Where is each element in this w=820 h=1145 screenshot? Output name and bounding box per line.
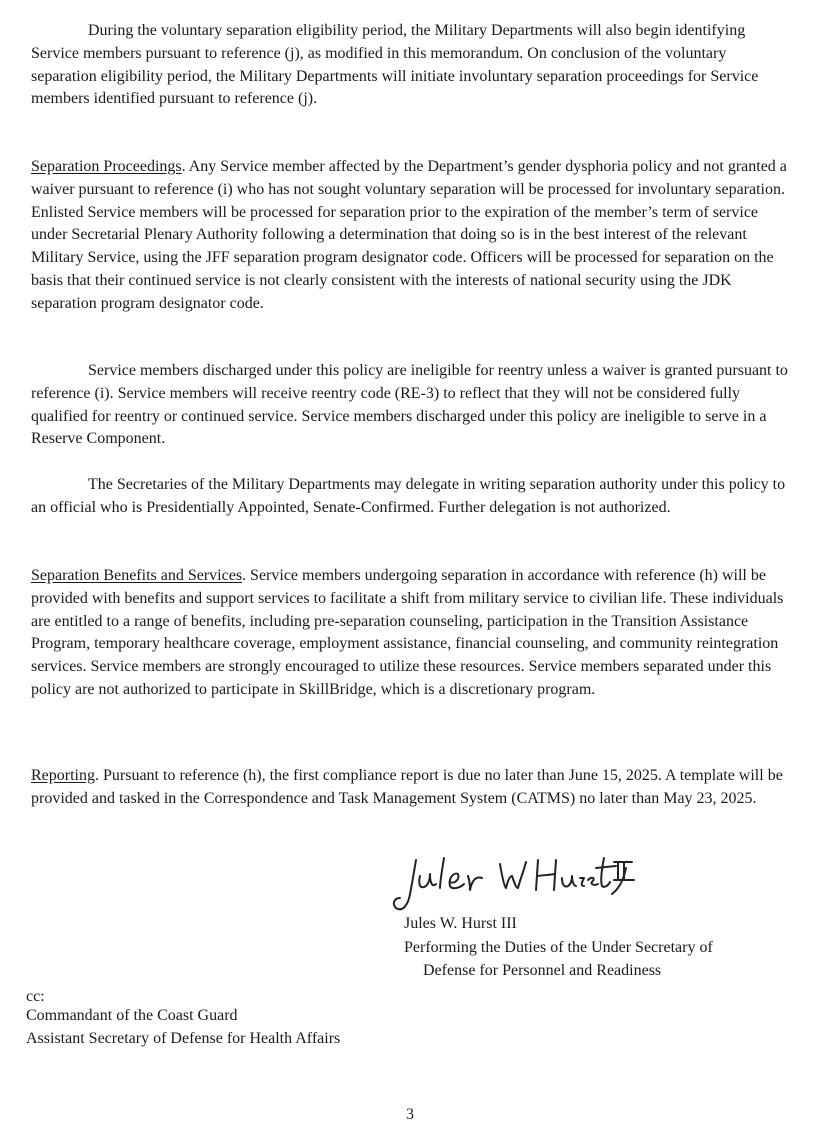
cc-label: cc:: [26, 988, 45, 1005]
signer-title-line2: Defense for Personnel and Readiness: [423, 962, 662, 979]
section-heading: Separation Proceedings: [31, 158, 182, 175]
cc-recipient: Assistant Secretary of Defense for Health Affairs: [26, 1030, 341, 1047]
paragraph-text: . Any Service member affected by the Department’s gender dysphoria policy and not granted a waiver pursuant to reference (i) who has not sought voluntary separation will be processed for involuntary separation. Enlisted Service members will be processed for separation prior to the expiration of the member’s term of service under Secretarial Plenary Authority following a determination that doing so is in the best interest of the relevant Military Service, using the JFF separation program designator code. Officers will be processed for separation on the basis that their continued service is not clearly consistent with the interests of national security using the JDK separation program designator code.: [31, 158, 787, 312]
page-number: 3: [406, 1106, 414, 1123]
paragraph-separation-proceedings: [31, 156, 791, 316]
paragraph-text: The Secretaries of the Military Departments may delegate in writing separation authority under this policy to an official who is Presidentially Appointed, Senate-Confirmed. Further delegation is not authorized.: [31, 476, 786, 516]
paragraph-text: Service members discharged under this policy are ineligible for reentry unless a waiver is granted pursuant to reference (i). Service members will receive reentry code (RE-3) to reflect that they will not be considered fully qualified for reentry or continued service. Service members discharged under this policy are ineligible to serve in a Reserve Component.: [31, 362, 788, 448]
section-heading: Reporting: [31, 767, 95, 784]
paragraph-delegation: [31, 474, 791, 520]
paragraph-voluntary-separation: [31, 20, 791, 111]
paragraph-text: . Service members undergoing separation in accordance with reference (h) will be provided with benefits and support services to facilitate a shift from military service to civilian life. These individuals are entitled to a range of benefits, including pre-separation counseling, participation in the Transition Assistance Program, temporary healthcare coverage, employment assistance, financial counseling, and community reintegration services. Service members are strongly encouraged to utilize these resources. Service members separated under this policy are not authorized to participate in SkillBridge, which is a discretionary program.: [31, 567, 784, 698]
signer-name: Jules W. Hurst III: [404, 915, 517, 932]
section-heading: Separation Benefits and Services: [31, 567, 243, 584]
handwritten-signature: [388, 854, 638, 914]
paragraph-reporting: [31, 765, 791, 811]
paragraph-benefits: [31, 565, 791, 702]
paragraph-reentry: [31, 360, 791, 451]
paragraph-text: . Pursuant to reference (h), the first compliance report is due no later than June 15, 2025. A template will be provided and tasked in the Correspondence and Task Management System (CATMS) no later than May 23, 2025.: [31, 767, 783, 807]
paragraph-text: During the voluntary separation eligibility period, the Military Departments will also begin identifying Service members pursuant to reference (j), as modified in this memorandum. On conclusion of the voluntary separation eligibility period, the Military Departments will initiate involuntary separation proceedings for Service members identified pursuant to reference (j).: [31, 22, 759, 108]
signer-title-line1: Performing the Duties of the Under Secretary of: [404, 939, 713, 956]
cc-recipient: Commandant of the Coast Guard: [26, 1007, 238, 1024]
